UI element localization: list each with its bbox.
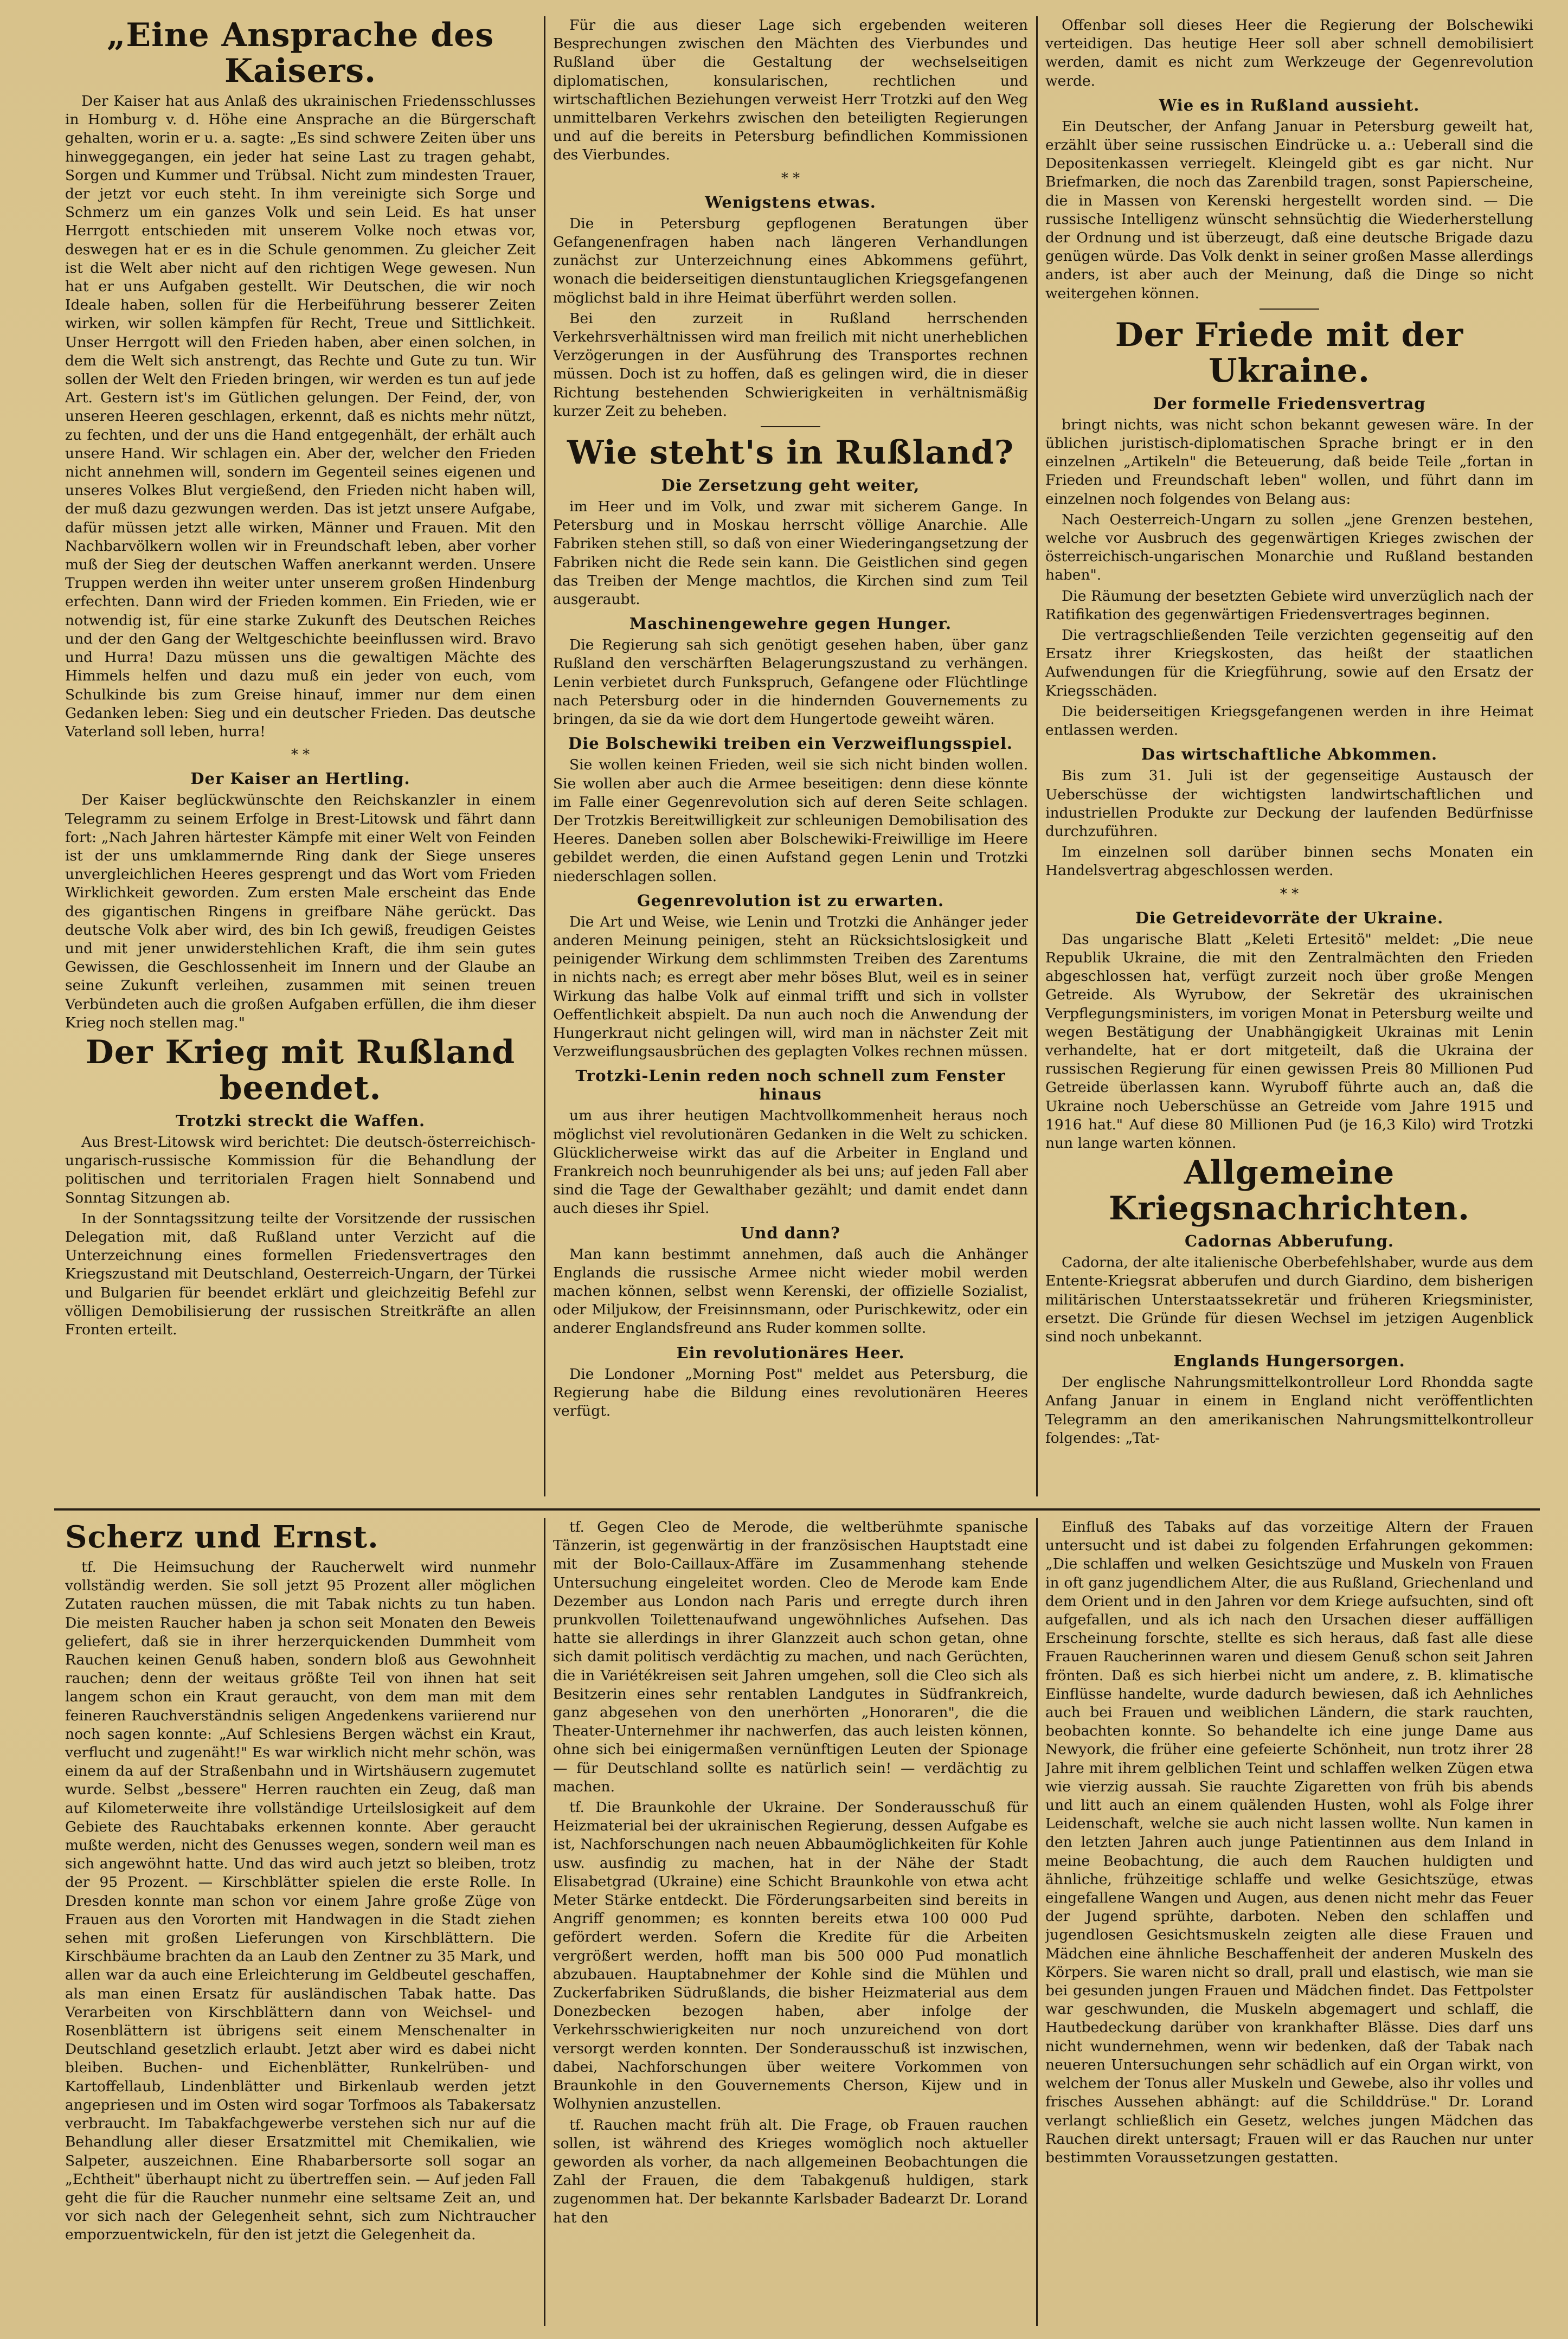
subheading: Ein revolutionäres Heer. (676, 1343, 905, 1362)
paragraph: Aus Brest-Litowsk wird berichtet: Die deutsch-österreichisch-ungarisch-russische Kommission für die Behandlung der politischen und territorialen Fragen hielt Sonnabend und Sonntag Sitzungen ab. (65, 1133, 536, 1206)
paragraph: tf. Die Heimsuchung der Raucherwelt wird nunmehr vollständig werden. Sie soll jetzt 95 Prozent aller möglichen Zutaten rauchen müssen, die mit Tabak nichts zu tun haben. Die meisten Raucher haben ja schon seit Monaten den Beweis geliefert, daß sie in ihrer herzerquickenden Dummheit vom Rauchen keinen Genuß haben, sondern bloß aus Gewohnheit rauchen; denn der weitaus größte Teil von ihnen hat seit langem schon ein Kraut geraucht, von dem man mit dem feineren Rauchverständnis seligen Angedenkens variierend nur noch sagen konnte: „Auf Schlesiens Bergen wächst ein Kraut, verflucht und zugenäht!" Es war wirklich nicht mehr schön, was einem da auf der Straßenbahn und in Wirtshäusern zugemutet wurde. Selbst „bessere" Herren rauchten ein Zeug, daß man auf Kilometerweite ihre vollständige Urteilslosigkeit auf dem Gebiete des Rauchtabaks erkennen konnte. Aber geraucht mußte werden, nicht des Genusses wegen, sondern weil man es sich angewöhnt hatte. Und das wird auch jetzt so bleiben, trotz der 95 Prozent. — Kirschblätter spielen die erste Rolle. In Dresden konnte man schon vor einem Jahre große Züge von Frauen aus den Vororten mit Handwagen in die Stadt ziehen sehen mit großen Lieferungen von Kirschblättern. Die Kirschbäume brachten da an Laub den Zentner zu 35 Mark, und allen war da auch eine Erleichterung im Geldbeutel geschaffen, als man einen Ersatz für ausländischen Tabak hatte. Das Verarbeiten von Kirschblättern dann von Weichsel- und Rosenblättern ist übrigens seit einem Menschenalter in Deutschland gesetzlich erlaubt. Jetzt aber wird es dabei nicht bleiben. Buchen- und Eichenblätter, Runkelrüben- und Kartoffellaub, Lindenblätter und Birkenlaub werden jetzt angepriesen und im Osten wird sogar Torfmoos als Tabakersatz verbraucht. Im Tabakfachgewerbe verstehen sich nur auf die Behandlung aller dieser Ersatzmittel mit Chemikalien, wie Salpeter, auszeichnen. Eine Rhabarbersorte soll sogar an „Echtheit" überhaupt nicht zu übertreffen sein. — Auf jeden Fall geht die für die Raucher nunmehr eine seltsame Zeit an, und vor sich nach der Gelegenheit sehnt, sich zum Nichtraucher emporzuentwickeln, für den ist jetzt die Gelegenheit da. (65, 1559, 536, 2244)
paragraph: Sie wollen keinen Frieden, weil sie sich nicht binden wollen. Sie wollen aber auch die Armee beseitigen: denn diese könnte im Falle einer Gegenrevolution sich auf deren Seite schlagen. Der Trotzkis Bereitwilligkeit zur schleunigen Demobilisation des Heeres. Daneben sollen aber Bolschewiki-Freiwillige im Heere gebildet werden, die einen Aufstand gegen Lenin und Trotzki niederschlagen sollen. (553, 756, 1028, 885)
paragraph: Bis zum 31. Juli ist der gegenseitige Austausch der Ueberschüsse der wichtigsten landwirtschaftlichen und industriellen Produkte zur Deckung der laufenden Bedürfnisse durchzuführen. (1045, 767, 1533, 840)
subheading: Die Getreidevorräte der Ukraine. (1135, 908, 1444, 927)
subheading: Englands Hungersorgen. (1173, 1352, 1405, 1371)
paragraph: im Heer und im Volk, und zwar mit sicherem Gange. In Petersburg und in Moskau herrscht völlige Anarchie. Alle Fabriken stehen still, so daß von einer Wiederingangsetzung der Fabriken nicht die Rede sein kann. Die Geistlichen sind gegen das Treiben der Menge machtlos, die Kirchen sind zum Teil ausgeraubt. (553, 498, 1028, 608)
paragraph: um aus ihrer heutigen Machtvollkommenheit heraus noch möglichst viel revolutionären Gedanken in die Welt zu schicken. Glücklicherweise wirkt das auf die Arbeiter in England und Frankreich noch beunruhigender als bei uns; auf jeden Fall aber sind die Tage der Gewalthaber gezählt; und damit endet dann auch dieses ihr Spiel. (553, 1107, 1028, 1217)
subheading: Maschinengewehre gegen Hunger. (629, 614, 952, 633)
section-headline: Scherz und Ernst. (65, 1519, 379, 1555)
paragraph: Die in Petersburg gepflogenen Beratungen über Gefangenenfragen haben nach längeren Verhandlungen zunächst zur Unterzeichnung eines Abkommens geführt, wonach die beiderseitigen dienstuntauglichen Kriegsgefangenen möglichst bald in ihre Heimat überführt werden sollen. (553, 215, 1028, 306)
paragraph: Für die aus dieser Lage sich ergebenden weiteren Besprechungen zwischen den Mächten des Vierbundes und Rußland über die Gestaltung der wechselseitigen diplomatischen, konsularischen, rechtlichen und wirtschaftlichen Beziehungen verweist Herr Trotzki auf den Weg unmittelbaren Verkehrs zwischen den beteiligten Regierungen und auf die bereits in Petersburg befindlichen Kommissionen des Vierbundes. (553, 17, 1028, 164)
separator-stars: * * (781, 170, 800, 187)
paragraph: Die Regierung sah sich genötigt gesehen haben, über ganz Rußland den verschärften Belagerungszustand zu verhängen. Lenin verbietet durch Funkspruch, Gefangene oder Flüchtlinge nach Petersburg oder in die hindernden Gouvernements zu bringen, da sie da wie dort dem Hungertode geweiht wären. (553, 637, 1028, 728)
paragraph: Ein Deutscher, der Anfang Januar in Petersburg geweilt hat, erzählt über seine russischen Eindrücke u. a.: Ueberall sind die Depositenkassen verriegelt. Kleingeld gibt es gar nicht. Nur Briefmarken, die noch das Zarenbild tragen, sonst Papierscheine, die in Massen von Kerenski hergestellt worden sind. — Die russische Intelligenz wünscht sehnsüchtig die Wiederherstellung der Ordnung und ist überzeugt, daß eine deutsche Brigade dazu genügen würde. Das Volk denkt in seiner großen Masse allerdings anders, ist aber auch der Meinung, daß die Dinge so nicht weitergehen können. (1045, 118, 1533, 302)
article-headline: Der Krieg mit Rußland beendet. (85, 1033, 516, 1107)
paragraph: tf. Rauchen macht früh alt. Die Frage, ob Frauen rauchen sollen, ist während des Krieges womöglich noch aktueller geworden als vorher, da nach allgemeinen Beobachtungen die Zahl der Frauen, die dem Tabakgenuß huldigen, stark zugenommen hat. Der bekannte Karlsbader Badearzt Dr. Lorand hat den (553, 2116, 1028, 2226)
article-headline: Wie steht's in Rußland? (567, 434, 1014, 472)
paragraph: Das ungarische Blatt „Keleti Ertesitö" meldet: „Die neue Republik Ukraine, die mit den Zentralmächten den Frieden abgeschlossen hat, verfügt zurzeit noch über große Mengen Getreide. Als Wyrubow, der Sekretär des ukrainischen Verpflegungsministers, im vorigen Monat in Petersburg weilte und wegen Bestätigung der Unabhängigkeit Ukrainas mit Lenin verhandelte, hat er dort mitgeteilt, daß die Ukraina der russischen Regierung für einen gewissen Preis 80 Millionen Pud Getreide überlassen kann. Wyruboff führte auch an, daß die Ukraine noch Ueberschüsse an Getreide vom Jahre 1915 und 1916 hat." Auf diese 80 Millionen Pud (je 16,3 Kilo) wird Trotzki nun lange warten können. (1045, 930, 1533, 1152)
bottom-column-2 (553, 1518, 1028, 2326)
column-rule (1036, 1518, 1038, 2326)
subheading: Gegenrevolution ist zu erwarten. (637, 891, 944, 910)
subheading: Und dann? (741, 1223, 840, 1242)
paragraph: Bei den zurzeit in Rußland herrschenden Verkehrsverhältnissen wird man freilich mit nicht unerheblichen Verzögerungen in der Ausführung des Transportes rechnen müssen. Doch ist zu hoffen, daß es gelingen wird, die in dieser Richtung bestehenden Schwierigkeiten in verhältnismäßig kurzer Zeit zu beheben. (553, 310, 1028, 420)
subheading: Das wirtschaftliche Abkommen. (1141, 745, 1438, 764)
paragraph: tf. Gegen Cleo de Merode, die weltberühmte spanische Tänzerin, ist gegenwärtig in der französischen Hauptstadt eine mit der Bolo-Caillaux-Affäre im Zusammenhang stehende Untersuchung eingeleitet worden. Cleo de Merode kam Ende Dezember aus London nach Paris und erregte durch ihren prunkvollen Toilettenaufwand ungewöhnliches Aufsehen. Das hatte sie allerdings in ihrer Glanzzeit auch schon getan, ohne sich damit politisch verdächtig zu machen, und nach Gerüchten, die in Variétékreisen seit Jahren umgehen, soll die Cleo sich als Besitzerin eines sehr rentablen Landgutes in Südfrankreich, ganz abgesehen von den unerhörten „Honoraren", die die Theater-Unternehmer ihr nachwerfen, das auch leisten können, ohne sich bei einigermaßen vernünftigen Leuten der Spionage — für Deutschland sollte es natürlich sein! — verdächtig zu machen. (553, 1519, 1028, 1795)
top-column-2 (553, 16, 1028, 1496)
subheading: Cadornas Abberufung. (1185, 1232, 1394, 1251)
paragraph: Nach Oesterreich-Ungarn zu sollen „jene Grenzen bestehen, welche vor Ausbruch des gegenwärtigen Krieges zwischen der österreichisch-ungarischen Monarchie und Rußland bestanden haben". (1045, 511, 1533, 584)
top-column-1 (65, 16, 536, 1496)
paragraph: Man kann bestimmt annehmen, daß auch die Anhänger Englands die russische Armee nicht wieder mobil werden machen können, selbst wenn Kerenski, der offizielle Sozialist, oder Miljukow, der Freisinnsmann, oder Purischkewitz, oder ein anderer Englandsfreund ans Ruder kommen sollte. (553, 1245, 1028, 1337)
paragraph: Cadorna, der alte italienische Oberbefehlshaber, wurde aus dem Entente-Kriegsrat abberufen und durch Giardino, dem bisherigen militärischen Unterstaatssekretär und früheren Kriegsminister, ersetzt. Die Gründe für diesen Wechsel im jetzigen Augenblick sind noch unbekannt. (1045, 1254, 1533, 1345)
paragraph: Die Räumung der besetzten Gebiete wird unverzüglich nach der Ratifikation des gegenwärtigen Friedensvertrages beginnen. (1045, 587, 1533, 623)
paragraph: Der Kaiser hat aus Anlaß des ukrainischen Friedensschlusses in Homburg v. d. Höhe eine Ansprache an die Bürgerschaft gehalten, worin er u. a. sagte: „Es sind schwere Zeiten über uns hinweggegangen, ein jeder hat seine Last zu tragen gehabt, Sorgen und Kummer und Trübsal. Nicht zum mindesten Trauer, der jetzt vor euch steht. In ihm vereinigte sich Sorge und Schmerz um ein ganzes Volk und sein Leid. Es hat unser Herrgott entschieden mit unserem Volke noch etwas vor, deswegen hat er es in die Schule genommen. Zu gleicher Zeit ist die Welt aber nicht auf den richtigen Wege gewesen. Nun hat er uns Aufgaben gestellt. Wir Deutschen, die wir noch Ideale haben, sollen für die Herbeiführung besserer Zeiten wirken, wir sollen kämpfen für Recht, Treue und Sittlichkeit. Unser Herrgott will den Frieden haben, aber einen solchen, in dem die Welt sich anstrengt, das Rechte und Gute zu tun. Wir sollen der Welt den Frieden bringen, wir werden es tun auf jede Art. Gestern ist's im Gütlichen gelungen. Der Feind, der, von unseren Heeren geschlagen, erkennt, daß es nichts mehr nützt, zu fechten, und der uns die Hand entgegenhält, der erhält auch unsere Hand. Wir schlagen ein. Aber der, welcher den Frieden nicht annehmen will, sondern im Gegenteil seines eigenen und unseres Volkes Blut vergießend, den Frieden nicht haben will, der muß dazu gezwungen werden. Das ist jetzt unsere Aufgabe, dafür müssen jetzt alle wirken, Männer und Frauen. Mit den Nachbarvölkern wollen wir in Freundschaft leben, aber vorher muß der Sieg der deutschen Waffen anerkannt werden. Unsere Truppen werden ihn weiter unter unserem großen Hindenburg erfechten. Dann wird der Frieden kommen. Ein Frieden, wie er notwendig ist, für eine starke Zukunft des Deutschen Reiches und der den Gang der Weltgeschichte beeinflussen wird. Bravo und Hurra! Dazu müssen uns die gewaltigen Mächte des Himmels helfen und dazu muß ein jeder von euch, vom Schulkinde bis zum Greise hinauf, immer nur dem einen Gedanken leben: Sieg und ein deutscher Frieden. Das deutsche Vaterland soll leben, hurra! (65, 93, 536, 740)
article-headline: „Eine Ansprache des Kaisers. (106, 16, 494, 90)
paragraph: Offenbar soll dieses Heer die Regierung der Bolschewiki verteidigen. Das heutige Heer soll aber schnell demobilisiert werden, damit es nicht zum Werkzeuge der Gegenrevolution werde. (1045, 17, 1533, 89)
bottom-column-1 (65, 1518, 536, 2326)
paragraph: Die beiderseitigen Kriegsgefangenen werden in ihre Heimat entlassen werden. (1045, 703, 1533, 739)
subheading: Der Kaiser an Hertling. (190, 769, 410, 788)
separator-stars: * * (291, 747, 310, 763)
paragraph: tf. Die Braunkohle der Ukraine. Der Sonderausschuß für Heizmaterial bei der ukrainischen Regierung, dessen Aufgabe es ist, Nachforschungen nach neuen Abbaumöglichkeiten für Kohle usw. ausfindig zu machen, hat in der Nähe der Stadt Elisabetgrad (Ukraine) eine Schicht Braunkohle von etwa acht Meter Stärke entdeckt. Die Förderungsarbeiten sind bereits in Angriff genommen; es konnten bereits etwa 100 000 Pud gefördert werden. Sofern die Kredite für die Arbeiten vergrößert werden, hofft man bis 500 000 Pud monatlich abzubauen. Hauptabnehmer der Kohle sind die Mühlen und Zuckerfabriken Südrußlands, die bisher Heizmaterial aus dem Donezbecken bezogen haben, aber infolge der Verkehrsschwierigkeiten nur noch unzureichend von dort versorgt werden konnten. Der Sonderausschuß ist inzwischen, dabei, Nachforschungen über weitere Vorkommen von Braunkohle in den Gouvernements Cherson, Kijew und in Wolhynien anzustellen. (553, 1799, 1028, 2113)
column-rule (544, 1518, 545, 2326)
paragraph: Die Londoner „Morning Post" meldet aus Petersburg, die Regierung habe die Bildung eines revolutionären Heeres verfügt. (553, 1365, 1028, 1419)
column-rule (1036, 16, 1038, 1496)
article-headline: Der Friede mit der Ukraine. (1115, 316, 1464, 390)
separator-stars: * * (1280, 885, 1299, 902)
paragraph: Die vertragschließenden Teile verzichten gegenseitig auf den Ersatz ihrer Kriegskosten, das heißt der staatlichen Aufwendungen für die Kriegführung, sowie auf den Ersatz der Kriegsschäden. (1045, 627, 1533, 699)
subheading: Die Bolschewiki treiben ein Verzweiflungsspiel. (568, 734, 1013, 753)
paragraph: In der Sonntagssitzung teilte der Vorsitzende der russischen Delegation mit, daß Rußland unter Verzicht auf die Unterzeichnung eines formellen Friedensvertrages den Kriegszustand mit Deutschland, Oesterreich-Ungarn, der Türkei und Bulgarien für beendet erklärt und gleichzeitig Befehl zur völligen Demobilisierung der russischen Streitkräfte an allen Fronten erteilt. (65, 1210, 536, 1338)
column-rule (544, 16, 545, 1496)
short-rule (761, 426, 820, 427)
paragraph: Der Kaiser beglückwünschte den Reichskanzler in einem Telegramm zu seinem Erfolge in Brest-Litowsk und fährt dann fort: „Nach Jahren härtester Kämpfe mit einer Welt von Feinden ist der uns umklammernde Ring dank der Siege unseres unvergleichlichen Heeres gesprengt und das Wort vom Frieden Wirklichkeit geworden. Zum ersten Male erscheint das Ende des gigantischen Ringens in greifbare Nähe gerückt. Das deutsche Volk aber wird, des bin Ich gewiß, freudigen Geistes und mit jener unwiderstehlichen Kraft, die ihm sein gutes Gewissen, die Geschlossenheit im Innern und der Glaube an seine Zukunft verleihen, zusammen mit seinen treuen Verbündeten auch die großen Aufgaben erfüllen, die ihm dieser Krieg noch stellen mag." (65, 792, 536, 1031)
paragraph: Der englische Nahrungsmittelkontrolleur Lord Rhondda sagte Anfang Januar in einem in England nicht veröffentlichten Telegramm an den amerikanischen Nahrungsmittelkontrolleur folgendes: „Tat- (1045, 1374, 1533, 1447)
paragraph: Im einzelnen soll darüber binnen sechs Monaten ein Handelsvertrag abgeschlossen werden. (1045, 844, 1533, 879)
paragraph: Einfluß des Tabaks auf das vorzeitige Altern der Frauen untersucht und ist dabei zu folgenden Erfahrungen gekommen: „Die schlaffen und welken Gesichtszüge und Muskeln von Frauen in oft ganz jugendlichem Alter, die aus Rußland, Griechenland und dem Orient und in den Jahren vor dem Kriege aufsuchten, sind oft aufgefallen, und als ich nach den Ursachen dieser auffälligen Erscheinung forschte, stellte es sich heraus, daß fast alle diese Frauen Raucherinnen waren und diesem Genuß schon seit Jahren frönten. Daß es sich hierbei nicht um andere, z. B. klimatische Einflüsse handelte, wurde dadurch bewiesen, daß ich Aehnliches auch bei Frauen und weiblichen Ländern, die stark rauchten, beobachten konnte. So behandelte ich eine junge Dame aus Newyork, die früher eine gefeierte Schönheit, nun trotz ihrer 28 Jahre mit ihrem gelblichen Teint und schlaffen welken Zügen etwa wie vierzig aussah. Sie rauchte Zigaretten von früh bis abends und litt auch an einem quälenden Husten, wohl als Folge ihrer Leidenschaft, welche sie auch nicht lassen wollte. Nun kamen in den letzten Jahren auch junge Patientinnen aus dem Inland in meine Beobachtung, die auch dem Rauchen huldigten und ähnliche, frühzeitige schlaffe und welke Gesichtszüge, etwas eingefallene Wangen und Augen, aus denen nicht mehr das Feuer der Jugend sprühte, darboten. Neben den schlaffen und jugendlosen Gesichtsmuskeln zeigten alle diese Frauen und Mädchen eine ähnliche Beschaffenheit der anderen Muskeln des Körpers. Sie waren nicht so drall, prall und elastisch, wie man sie bei gesunden jungen Frauen und Mädchen findet. Das Fettpolster war geschwunden, die Muskeln abgemagert und schlaff, die Hautbedeckung darüber von krankhafter Blässe. Dies darf uns nicht wundernehmen, wenn wir bedenken, daß der Tabak nach neueren Untersuchungen sehr schädlich auf ein Organ wirkt, von welchem der Tonus aller Muskeln und Gewebe, also ihr volles und frisches Aussehen abhängt: auf die Schilddrüse." Dr. Lorand verlangt schließlich ein Gesetz, welches jungen Mädchen das Rauchen direkt untersagt; Frauen will er das Rauchen nur unter bestimmten Voraussetzungen gestatten. (1045, 1519, 1533, 2166)
subheading: Trotzki streckt die Waffen. (175, 1111, 426, 1130)
paragraph: Die Art und Weise, wie Lenin und Trotzki die Anhänger jeder anderen Meinung peinigen, steht an Rücksichtslosigkeit und peinigender Wirkung dem schlimmsten Treiben des Zarentums in nichts nach; es erregt aber mehr böses Blut, weil es in seiner Wirkung das halbe Volk auf einmal trifft und sich in vollster Oeffentlichkeit abspielt. Da nun auch noch die Anwendung der Hungerkraut nicht gelingen will, wird man in nächster Zeit mit Verzweiflungsausbrüchen des geplagten Volkes rechnen müssen. (553, 913, 1028, 1061)
bottom-column-3 (1045, 1518, 1533, 2326)
short-rule (1259, 309, 1319, 310)
subheading: Die Zersetzung geht weiter, (661, 476, 920, 495)
subheading: Trotzki-Lenin reden noch schnell zum Fenster hinaus (575, 1066, 1006, 1104)
top-column-3 (1045, 16, 1533, 1496)
subheading: Wenigstens etwas. (705, 192, 876, 211)
subheading: Der formelle Friedensvertrag (1153, 394, 1426, 413)
paragraph: bringt nichts, was nicht schon bekannt gewesen wäre. In der üblichen juristisch-diplomatischen Sprache bringt er in den einzelnen „Artikeln" die Beteuerung, daß beide Teile „fortan in Frieden und Freundschaft leben" wollen, und führt dann im einzelnen noch folgendes von Belang aus: (1045, 416, 1533, 507)
article-headline: Allgemeine Kriegsnachrichten. (1108, 1154, 1470, 1228)
subheading: Wie es in Rußland aussieht. (1159, 95, 1420, 114)
section-rule (54, 1508, 1540, 1511)
